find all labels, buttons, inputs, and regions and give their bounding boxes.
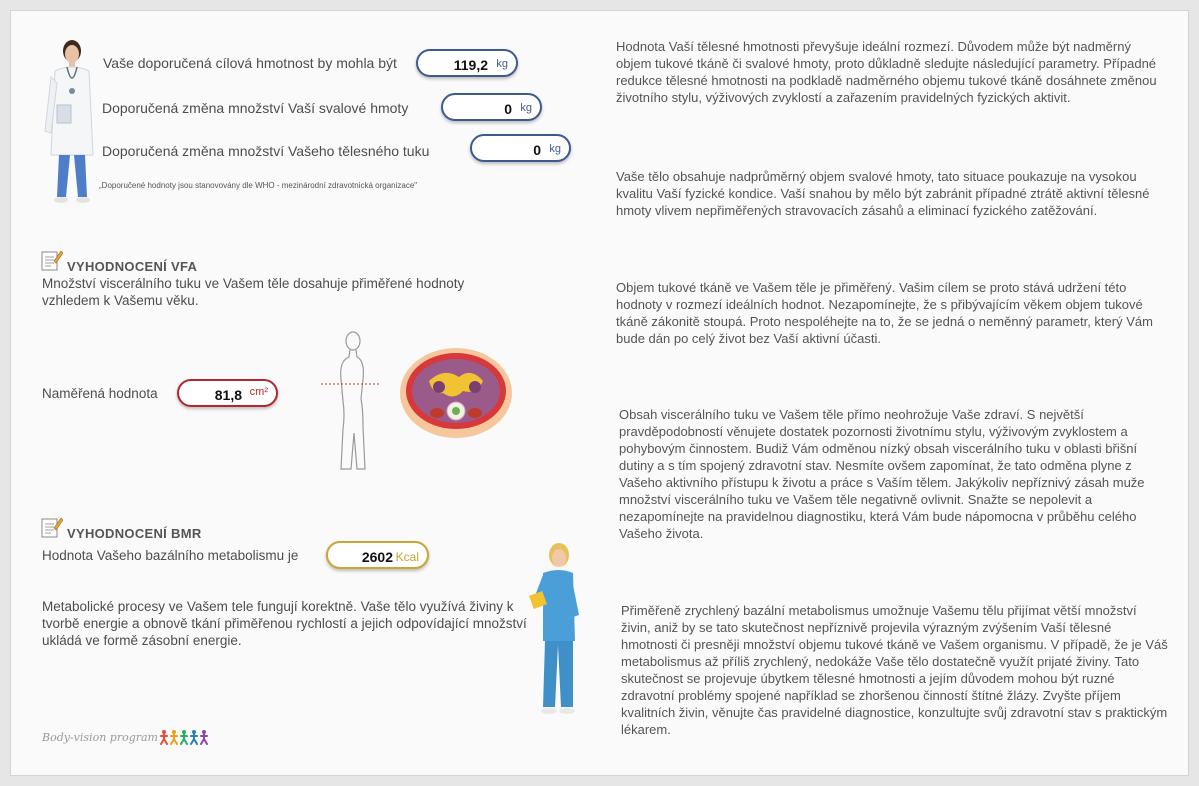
target-weight-field	[416, 49, 518, 77]
bmr-assessment-text: Přiměřeně zrychlený bazální metabolismus umožnuje Vašemu tělu přijímat větší množství živin, aniž by se tato skutečnost nepříznivě projevila výrazným zvýšením Vaší tělesné hmotnosti či presněji množství objemu tukové tkáně ve Vašem organismu. V případě, že je Váš metabolismus až příliš zrychlený, nedokáže Vaše tělo dostatečně využít prijaté živiny. Tato skutečnost se projevuje úbytkem tělesné hmotnosti a jejím důvodem mohou být ruzné zdravotní problémy spojené například se zhoršenou činností štítné žlázy. Zvyšte příjem kvalitních živin, věnujte čas pravidelné diagnostice, konzultujte svůj zdravotní stav s praktickým lékarem.	[621, 603, 1168, 737]
who-footnote: „Doporučené hodnoty jsou stanovovány dle WHO - mezinárodní zdravotnická organizace"	[99, 181, 418, 190]
vfa-value: 81,8	[214, 387, 242, 403]
muscle-change-label: Doporučená změna množství Vaší svalové hmoty	[102, 100, 409, 116]
vfa-title: VYHODNOCENÍ VFA	[67, 259, 198, 274]
body-vision-logo-text: Body-vision program	[42, 731, 158, 744]
target-weight-label: Vaše doporučená cílová hmotnost by mohla být	[103, 55, 397, 71]
running-figures-logo-icon	[159, 729, 209, 745]
muscle-assessment-text: Vaše tělo obsahuje nadprůměrný objem svalové hmoty, tato situace poukazuje na vysokou kvalitu Vaší fyzické kondice. Vaší snahou by mělo být zabránit případné ztrátě aktivní tělesné hmoty vlivem nepřiměřených stravovacích zásahů a eliminací fyzického zatěžování.	[616, 169, 1150, 218]
vfa-value-field	[177, 379, 278, 407]
doctor-illustration	[41, 37, 103, 207]
fat-change-value: 0	[533, 142, 541, 158]
abdomen-cross-section-image	[399, 347, 513, 439]
fat-change-unit: kg	[549, 143, 561, 155]
bmr-unit: Kcal	[395, 550, 419, 564]
notepad-pencil-icon	[41, 516, 63, 538]
notepad-pencil-icon	[41, 249, 63, 271]
weight-assessment-text: Hodnota Vaší tělesné hmotnosti převyšuje ideální rozmezí. Důvodem může být nadměrný objem tukové tkáně či svalové hmoty, proto důkladně sledujte následující parametry. Případné redukce tělesné hmotnosti na podkladě nadměrného objemu tukové tkáně dosáhnete změnou životního stylu, výživových zvyklostí a zařazením pravidelných fyzických aktivit.	[616, 39, 1157, 105]
muscle-change-value: 0	[504, 101, 512, 117]
bmr-title: VYHODNOCENÍ BMR	[67, 526, 202, 541]
bmr-value-field	[326, 541, 429, 569]
body-silhouette-figure	[321, 329, 381, 475]
fat-assessment-text: Objem tukové tkáně ve Vašem těle je přiměřený. Vašim cílem se proto stává udržení této hodnoty v rozmezí ideálních hodnot. Nezapomínejte, že s přibývajícím věkem objem tukové tkáně zákonitě stoupá. Proto nespoléhejte na to, že se jedná o neměnný parametr, který Vám bude dán po celý život bez Vaší aktivní účasti.	[616, 280, 1153, 346]
vfa-assessment-text: Obsah viscerálního tuku ve Vašem těle přímo neohrožuje Vaše zdraví. S největší pravděpodobností věnujete dostatek pozornosti životnímu stylu, výživovým zvyklostem a pohybovým činnostem. Budiž Vám odměnou nízký obsah viscerálního tuku v oblasti břišní dutiny a s tím spojený zdravotní stav. Nesmíte ovšem zapomínat, že tato odměna plyne z Vašeho aktivního přístupu k životu a práce s Vaším tělem. Jakýkoliv nepříznivý zásah muže množství viscerálního tuku ve Vašem těle negativně ovlivnit. Snažte se nepolevit a nezapomínejte na pravidelnou diagnostiku, která Vám bude nápomocna v průběhu celého Vašeho života.	[619, 407, 1145, 541]
target-weight-unit: kg	[496, 58, 508, 70]
bmr-description: Metabolické procesy ve Vašem tele fungují korektně. Vaše tělo využívá živiny k tvorbě energie a obnově tkání přiměřenou rychlostí a jejich odpovídající množství ukládá ve formě zásobní energie.	[42, 599, 527, 648]
bmr-value: 2602	[361, 549, 393, 565]
vfa-measured-label: Naměřená hodnota	[42, 386, 158, 401]
vfa-unit: cm²	[249, 386, 268, 398]
muscle-change-field	[441, 93, 542, 121]
bmr-label: Hodnota Vašeho bazálního metabolismu je	[42, 548, 299, 563]
vfa-description: Množství viscerálního tuku ve Vašem těle dosahuje přiměřené hodnoty vzhledem k Vašemu věku.	[42, 276, 465, 308]
muscle-change-unit: kg	[520, 102, 532, 114]
target-weight-value: 119,2	[453, 57, 488, 73]
nurse-illustration	[525, 541, 585, 717]
report-sheet	[10, 10, 1189, 776]
fat-change-field	[470, 134, 571, 162]
fat-change-label: Doporučená změna množství Vašeho tělesného tuku	[102, 143, 430, 159]
